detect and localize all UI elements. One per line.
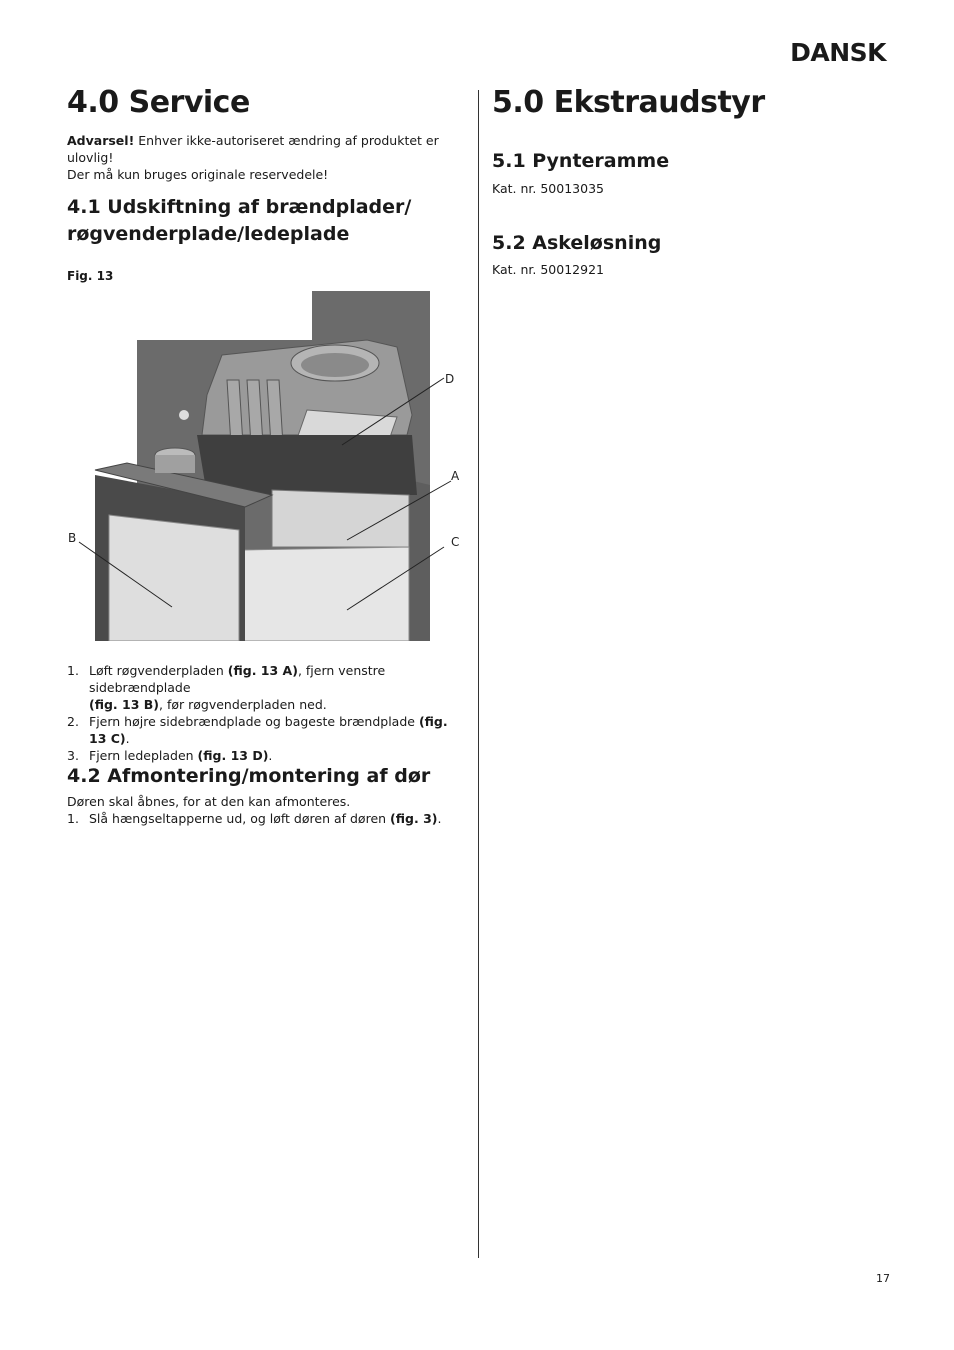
figure-label: Fig. 13 — [67, 269, 114, 283]
language-label: DANSK — [790, 38, 886, 67]
list-item: 3. Fjern ledepladen (fig. 13 D). — [67, 748, 273, 763]
section-5-1-heading: 5.1 Pynteramme — [492, 150, 670, 172]
list-item: 2. Fjern højre sidebrændplade og bageste brændplade (fig. 13 C). — [67, 714, 448, 746]
door-steps-list — [67, 810, 467, 827]
right-column — [492, 84, 892, 277]
warning-line-1: Enhver ikke-autoriseret ændring af produktet er ulovlig! — [67, 133, 439, 165]
stove-diagram — [67, 285, 462, 641]
left-column — [67, 84, 467, 826]
callout-c: C — [451, 535, 460, 549]
section-4-2-heading: 4.2 Afmontering/montering af dør — [67, 765, 431, 787]
warning-text — [67, 132, 467, 183]
side-brick-c — [242, 547, 409, 641]
page-number: 17 — [876, 1272, 890, 1285]
callout-d: D — [445, 372, 455, 386]
section-5-1-text: Kat. nr. 50013035 — [492, 181, 604, 196]
section-5-2-text: Kat. nr. 50012921 — [492, 262, 604, 277]
section-4-1-heading — [67, 194, 467, 248]
list-item: 1. Slå hængseltapperne ud, og løft døren af døren (fig. 3). — [67, 811, 442, 826]
section-4-2-text: Døren skal åbnes, for at den kan afmonteres. — [67, 794, 351, 809]
rear-brick-top — [272, 490, 409, 547]
column-divider — [478, 90, 479, 1258]
service-title: 4.0 Service — [67, 85, 250, 120]
callout-a: A — [451, 469, 460, 483]
list-item: 1. Løft røgvenderpladen (fig. 13 A), fjern venstre sidebrændplade (fig. 13 B), før røgvenderpladen ned. — [67, 663, 386, 712]
warning-line-2: Der må kun bruges originale reservedele! — [67, 167, 329, 182]
section-4-1-line-2: røgvenderplade/ledeplade — [67, 223, 350, 245]
warning-label: Advarsel! — [67, 133, 135, 148]
section-5-2-heading: 5.2 Askeløsning — [492, 232, 662, 254]
callout-b: B — [68, 531, 77, 545]
steps-list — [67, 662, 467, 764]
accessories-title: 5.0 Ekstraudstyr — [492, 85, 765, 120]
right-wall — [409, 480, 430, 641]
section-4-1-line-1: 4.1 Udskiftning af brændplader/ — [67, 196, 412, 218]
left-brick-b — [109, 515, 239, 641]
